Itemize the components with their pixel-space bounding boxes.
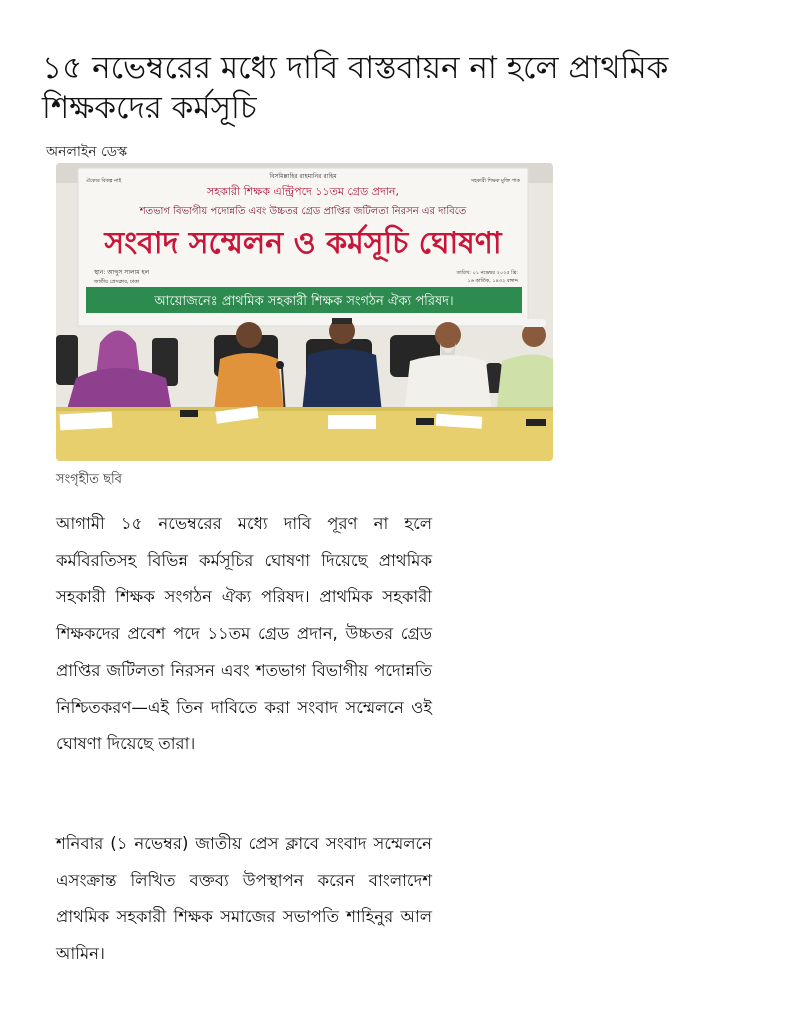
article-paragraph-1: আগামী ১৫ নভেম্বরের মধ্যে দাবি পূরণ না হলে কর্মবিরতিসহ বিভিন্ন কর্মসূচির ঘোষণা দিয়েছে প্রাথমিক সহকারী শিক্ষক সংগঠন ঐক্য পরিষদ। প্রাথমিক সহকারী শিক্ষকদের প্রবেশ পদে ১১তম গ্রেড প্রদান, উচ্চতর গ্রেড প্রাপ্তির জটিলতা নিরসন এবং শতভাগ বিভাগীয় পদোন্নতি নিশ্চিতকরণ—এই তিন দাবিতে করা সংবাদ সম্মেলনে ওই ঘোষণা দিয়েছে তারা। <box>56 514 432 754</box>
banner-left-corner: ঐক্যের বিকল্প নাই <box>86 178 122 184</box>
article-photo <box>56 163 553 461</box>
banner-main-title: সংবাদ সম্মেলন ও কর্মসূচি ঘোষণা <box>104 226 502 261</box>
article-byline: অনলাইন ডেস্ক <box>46 144 128 160</box>
banner-date-2: ১৬ কার্তিক, ১৪৩২ বঙ্গাব্দ <box>467 278 518 284</box>
photo-caption: সংগৃহীত ছবি <box>56 472 122 487</box>
banner-organizer: আয়োজনেঃ প্রাথমিক সহকারী শিক্ষক সংগঠন ঐক্য পরিষদ। <box>154 294 454 309</box>
banner-subtitle-2: শতভাগ বিভাগীয় পদোন্নতি এবং উচ্চতর গ্রেড প্রাপ্তির জটিলতা নিরসন এর দাবিতে <box>139 206 467 217</box>
banner-location: স্থান: আব্দুস সালাম হল <box>94 269 150 276</box>
banner-right-corner: সহকারী শিক্ষক মুক্তি পাক <box>470 178 520 184</box>
article-paragraph-2: শনিবার (১ নভেম্বর) জাতীয় প্রেস ক্লাবে সংবাদ সম্মেলনে এসংক্রান্ত লিখিত বক্তব্য উপস্থাপন করেন বাংলাদেশ প্রাথমিক সহকারী শিক্ষক সমাজের সভাপতি শাহিনুর আল আমিন। <box>56 834 432 964</box>
banner-date-1: তারিখ: ০১ নভেম্বর ২০২৫ খ্রি: <box>456 270 518 276</box>
banner-subtitle-1: সহকারী শিক্ষক এন্ট্রিপদে ১১তম গ্রেড প্রদান, <box>207 185 399 198</box>
article-headline: ১৫ নভেম্বরের মধ্যে দাবি বাস্তবায়ন না হলে প্রাথমিক শিক্ষকদের কর্মসূচি <box>42 50 669 126</box>
banner-location-2: জাতীয় প্রেসক্লাব, ঢাকা <box>94 279 140 285</box>
press-conference-photo <box>56 163 553 461</box>
table-cloth <box>56 407 553 461</box>
banner-top-line: বিসমিল্লাহির রাহমানির রাহিম <box>269 173 337 180</box>
